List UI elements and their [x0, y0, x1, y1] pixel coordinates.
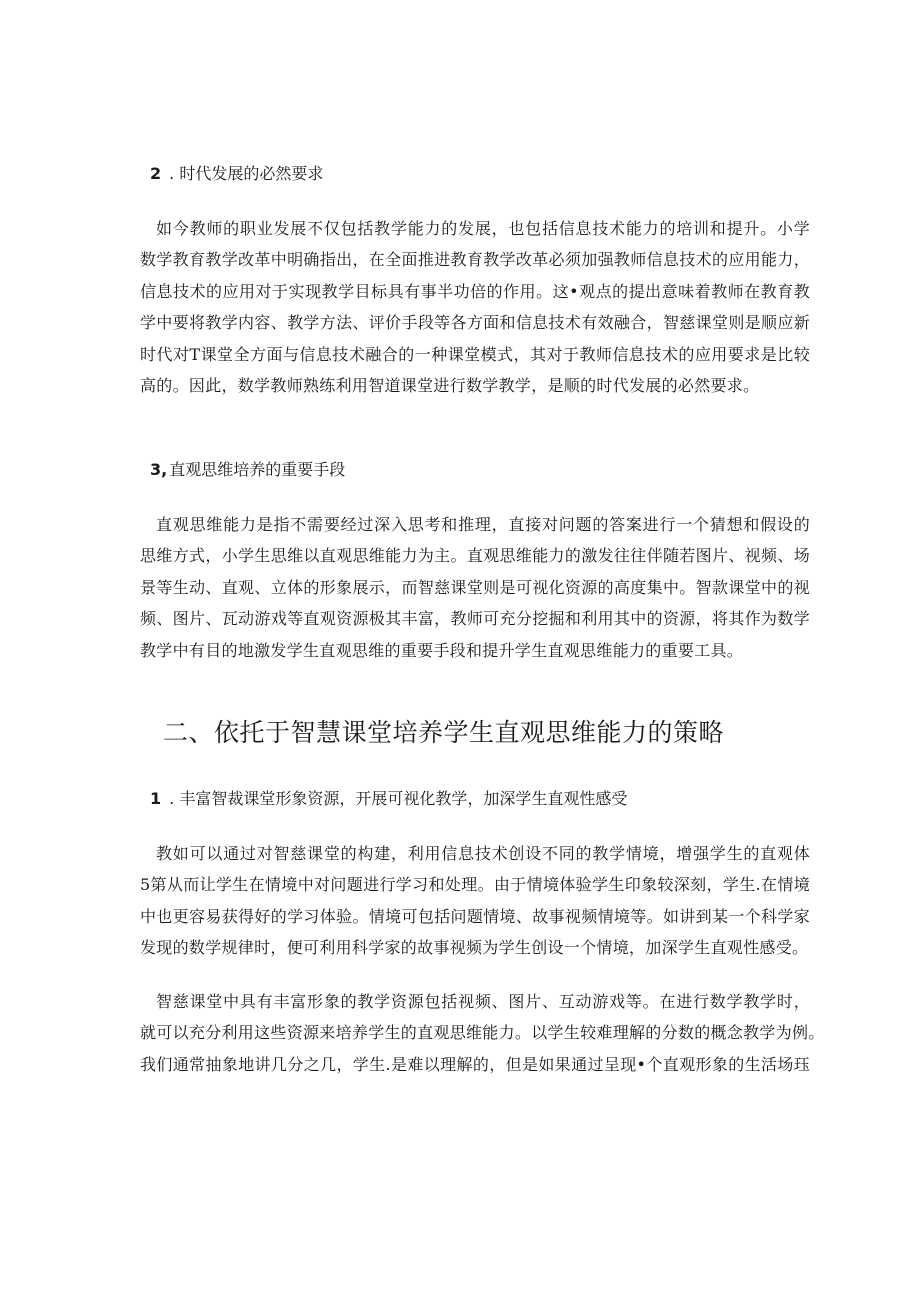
text-line: 数学教育教学改革中明确指出，在全面推进教育教学改革必须加强教师信息技术的应用能力， [140, 250, 810, 270]
heading-number: 1 [150, 789, 162, 808]
section-title: 二、依托于智慧课堂培养学生直观思维能力的策略 [163, 718, 725, 747]
text-line: 学中要将教学内容、教学方法、评价手段等各方面和信息技术有效融合，智慈课堂则是顺应新 [140, 313, 810, 333]
text-line: 频、图片、瓦动游戏等直观资源极其丰富，教师可充分挖掘和利用其中的资源，将其作为数学 [140, 609, 810, 629]
text-line: 直观思维能力是指不需要经过深入思考和推理，直接对问题的答案进行一个猜想和假设的 [156, 515, 810, 534]
paragraph-visual-teaching [140, 838, 810, 964]
text-line: 教学中有目的地激发学生直观思维的重要手段和提升学生直观思维能力的重要工具。 [140, 640, 744, 660]
heading-number: 3, [150, 460, 168, 479]
heading-text: . 时代发展的必然要求 [169, 164, 324, 183]
text-line: 信息技术的应用对于实现教学目标具有事半功倍的作用。这•观点的提出意味着教师在教育教 [140, 281, 810, 301]
text-line: 发现的数学规律时，便可利用科学家的故事视频为学生创设一个情境，加深学生直观性感受。 [140, 938, 809, 958]
subsection-heading-1 [150, 789, 627, 809]
section-heading-2 [150, 164, 323, 184]
paragraph-teaching-resources [140, 986, 825, 1080]
heading-number: 2 [150, 164, 162, 183]
text-line: 就可以充分利用这些资源来培养学生的直观思维能力。以学生较难理解的分数的概念教学为例。 [140, 1023, 825, 1043]
heading-text: . 丰富智裁课堂形象资源，开展可视化教学，加深学生直观性感受 [169, 789, 628, 808]
text-line: 思维方式，小学生思维以直观思维能力为主。直观思维能力的激发往往伴随若图片、视频、场 [140, 546, 810, 566]
text-line: 5第从而让学生在情境中对问题进行学习和处理。由于情境体验学生印象较深刻，学生.在情境 [140, 875, 810, 895]
paragraph-intuitive-thinking [140, 509, 810, 666]
text-line: 智慈课堂中具有丰富形象的教学资源包括视频、图片、互动游戏等。在进行数学教学时， [156, 992, 810, 1011]
text-line: 我们通常抽象地讲几分之几，学生.是难以理解的，但是如果通过呈现•个直观形象的生活场珏 [140, 1054, 810, 1074]
heading-text: 直观思维培养的重要手段 [169, 460, 346, 479]
text-line: 如今教师的职业发展不仅包括教学能力的发展，也包括信息技术能力的培训和提升。小学 [156, 219, 810, 238]
text-line: 教如可以通过对智慈课堂的构建，利用信息技术创设不同的教学情境，增强学生的直观体 [156, 844, 810, 863]
text-line: 时代对T课堂全方面与信息技术融合的一种课堂模式，其对于教师信息技术的应用要求是比较 [140, 344, 810, 364]
text-line: 中也更容易获得好的学习体验。情境可包括问题情境、故事视频情境等。如讲到某一个科学家 [140, 906, 810, 926]
section-heading-3 [150, 460, 345, 480]
paragraph-era-requirement [140, 213, 810, 401]
text-line: 高的。因此，数学教师熟练利用智道课堂进行数学教学，是顺的时代发展的必然要求。 [140, 375, 760, 395]
text-line: 景等生动、直观、立体的形象展示，而智慈课堂则是可视化资源的高度集中。智款课堂中的视 [140, 577, 810, 597]
